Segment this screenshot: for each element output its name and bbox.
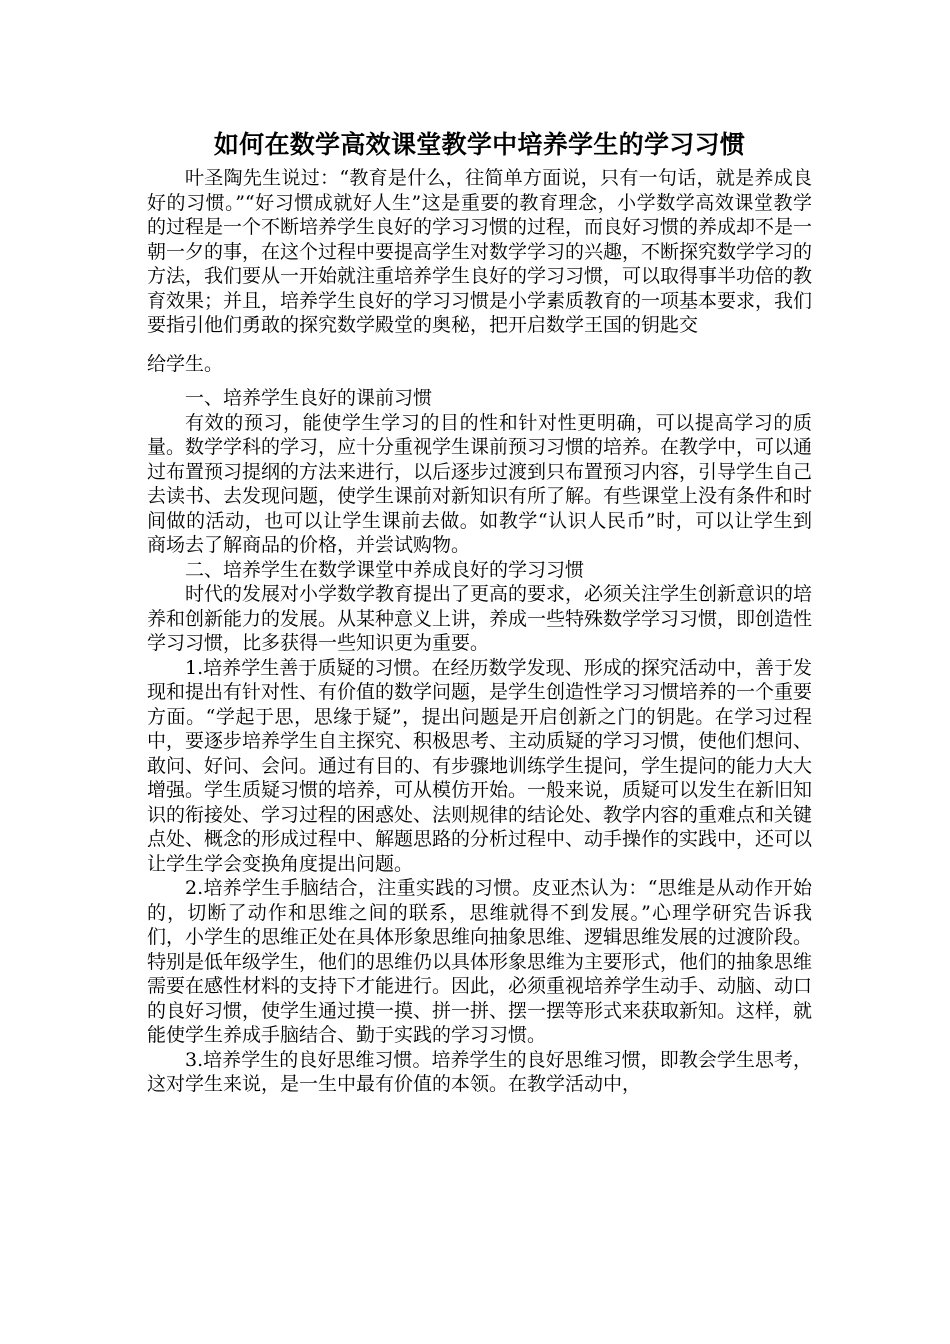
section2-body: 时代的发展对小学数学教育提出了更高的要求，必须关注学生创新意识的培养和创新能力的发展。从某种意义上讲，养成一些特殊数学学习习惯，即创造性学习习惯，比多获得一些知识更为重要。 — [147, 583, 813, 654]
document-title: 如何在数学高效课堂教学中培养学生的学习习惯 — [213, 130, 746, 159]
point2-paragraph: 2.培养学生手脑结合，注重实践的习惯。皮亚杰认为：“思维是从动作开始的，切断了动作和思维之间的联系，思维就得不到发展。”心理学研究告诉我们，小学生的思维正处在具体形象思维向抽象思维、逻辑思维发展的过渡阶段。特别是低年级学生，他们的思维仍以具体形象思维为主要形式，他们的抽象思维需要在感性材料的支持下才能进行。因此，必须重视培养学生动手、动脑、动口的良好习惯，使学生通过摸一摸、拼一拼、摆一摆等形式来获取新知。这样，就能使学生养成手脑结合、勤于实践的学习习惯。 — [147, 877, 813, 1046]
document-page — [147, 128, 812, 1097]
spacer — [147, 376, 812, 386]
section1-body: 有效的预习，能使学生学习的目的性和针对性更明确，可以提高学习的质量。数学学科的学习，应十分重视学生课前预习习惯的培养。在教学中，可以通过布置预习提纲的方法来进行，以后逐步过渡到只布置预习内容，引导学生自己去读书、去发现问题，使学生课前对新知识有所了解。有些课堂上没有条件和时间做的活动，也可以让学生课前去做。如教学“认识人民币”时，可以让学生到商场去了解商品的价格，并尝试购物。 — [147, 411, 813, 556]
point3-paragraph: 3.培养学生的良好思维习惯。培养学生的良好思维习惯，即教会学生思考，这对学生来说，是一生中最有价值的本领。在教学活动中， — [147, 1048, 812, 1095]
point1-paragraph: 1.培养学生善于质疑的习惯。在经历数学发现、形成的探究活动中，善于发现和提出有针对性、有价值的数学问题，是学生创造性学习习惯培养的一个重要方面。“学起于思，思缘于疑”，提出问题是开启创新之门的钥匙。在学习过程中，要逐步培养学生自主探究、积极思考、主动质疑的学习习惯，使他们想问、敢问、好问、会问。通过有目的、有步骤地训练学生提问，学生提问的能力大大增强。学生质疑习惯的培养，可从模仿开始。一般来说，质疑可以发生在新旧知识的衔接处、学习过程的困惑处、法则规律的结论处、教学内容的重难点和关键点处、概念的形成过程中、解题思路的分析过程中、动手操作的实践中，还可以让学生学会变换角度提出问题。 — [147, 656, 813, 875]
section2-heading: 二、培养学生在数学课堂中养成良好的学习习惯 — [185, 558, 585, 581]
intro-paragraph-tail: 给学生。 — [147, 352, 224, 375]
section1-heading: 一、培养学生良好的课前习惯 — [185, 387, 433, 409]
intro-paragraph: 叶圣陶先生说过：“教育是什么，往简单方面说，只有一句话，就是养成良好的习惯。”“好习惯成就好人生”这是重要的教育理念，小学数学高效课堂教学的过程是一个不断培养学生良好的学习习惯的过程，而良好习惯的养成却不是一朝一夕的事，在这个过程中要提高学生对数学学习的兴趣，不断探究数学学习的方法，我们要从一开始就注重培养学生良好的学习习惯，可以取得事半功倍的教育效果；并且，培养学生良好的学习习惯是小学素质教育的一项基本要求，我们要指引他们勇敢的探究数学殿堂的奥秘，把开启数学王国的钥匙交 — [147, 167, 813, 336]
